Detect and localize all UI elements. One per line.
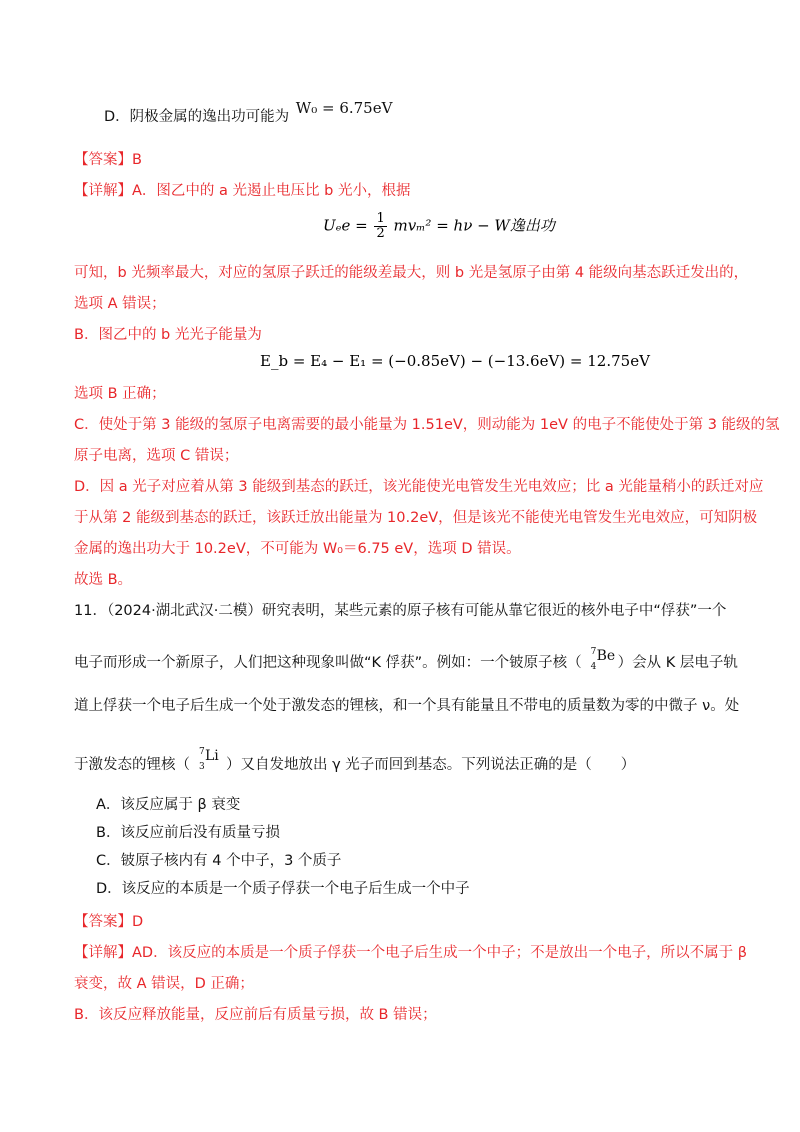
question-11-line-4: 于激发态的锂核（ 7 3 Li ）又自发地放出 γ 光子而回到基态。下列说法正确的是（ ）	[74, 750, 635, 780]
equation-photon-energy: E_b = E₄ − E₁ = (−0.85eV) − (−13.6eV) = 12.75eV	[260, 352, 650, 370]
question-11-line-2: 电子而形成一个新原子，人们把这种现象叫做“K 俘获”。例如：一个铍原子核（ 7 4 Be ）会从 K 层电子轨	[74, 648, 738, 678]
detail-2-line-3: B．该反应释放能量，反应前后有质量亏损，故 B 错误；	[74, 1007, 437, 1023]
detail-1-line-2: 可知，b 光频率最大，对应的氢原子跃迁的能级差最大，则 b 光是氢原子由第 4 能级向基态跃迁发出的，	[74, 265, 749, 281]
question-number: 11．	[74, 603, 107, 619]
detail-1-line-11: 故选 B。	[74, 572, 133, 588]
option-d: D．该反应的本质是一个质子俘获一个电子后生成一个中子	[96, 881, 470, 897]
work-function-formula: W₀ = 6.75eV	[295, 99, 393, 117]
equation-stopping-voltage: Uₑe = $\frac{1}{2}$ mvₘ² = hν − W逸出功	[323, 211, 555, 241]
question-11-line-1: 11．（2024·湖北武汉·二模）研究表明，某些元素的原子核有可能从靠它很近的核外电子中“俘获”一个	[74, 603, 727, 619]
detail-1-line-1: 【详解】A．图乙中的 a 光遏止电压比 b 光小，根据	[74, 183, 411, 199]
fraction-half: $\frac{1}{2}$	[376, 211, 385, 241]
lithium-nuclide: 7 3 Li	[199, 747, 219, 772]
detail-1-line-8: D．因 a 光子对应着从第 3 能级到基态的跃迁，该光能使光电管发生光电效应；比 a 光能量稍小的跃迁对应	[74, 479, 764, 495]
option-d-prev: D．阴极金属的逸出功可能为 W₀ = 6.75eV	[104, 99, 393, 125]
detail-1-line-7: 原子电离，选项 C 错误；	[74, 448, 239, 464]
option-c: C．铍原子核内有 4 个中子，3 个质子	[96, 853, 342, 869]
option-a: A．该反应属于 β 衰变	[96, 797, 241, 813]
answer-label-2: 【答案】D	[74, 914, 144, 930]
detail-2-line-2: 衰变，故 A 错误，D 正确；	[74, 976, 254, 992]
option-b: B．该反应前后没有质量亏损	[96, 825, 280, 841]
answer-label-1: 【答案】B	[74, 152, 142, 168]
question-11-line-3: 道上俘获一个电子后生成一个处于激发态的锂核，和一个具有能量且不带电的质量数为零的中微子 ν。处	[74, 698, 740, 714]
detail-1-line-9: 于从第 2 能级到基态的跃迁，该跃迁放出能量为 10.2eV，但是该光不能使光电管发生光电效应，可知阴极	[74, 510, 758, 526]
beryllium-nuclide: 7 4 Be	[590, 647, 616, 672]
detail-1-line-3: 选项 A 错误；	[74, 296, 166, 312]
detail-1-line-6: C．使处于第 3 能级的氢原子电离需要的最小能量为 1.51eV，则动能为 1eV 的电子不能使处于第 3 能级的氢	[74, 417, 780, 433]
detail-1-line-5: 选项 B 正确；	[74, 386, 166, 402]
detail-2-line-1: 【详解】AD．该反应的本质是一个质子俘获一个电子后生成一个中子；不是放出一个电子，所以不属于 β	[74, 945, 747, 961]
detail-1-line-10: 金属的逸出功大于 10.2eV，不可能为 W₀＝6.75 eV，选项 D 错误。	[74, 541, 521, 557]
detail-1-line-4: B．图乙中的 b 光光子能量为	[74, 327, 262, 343]
